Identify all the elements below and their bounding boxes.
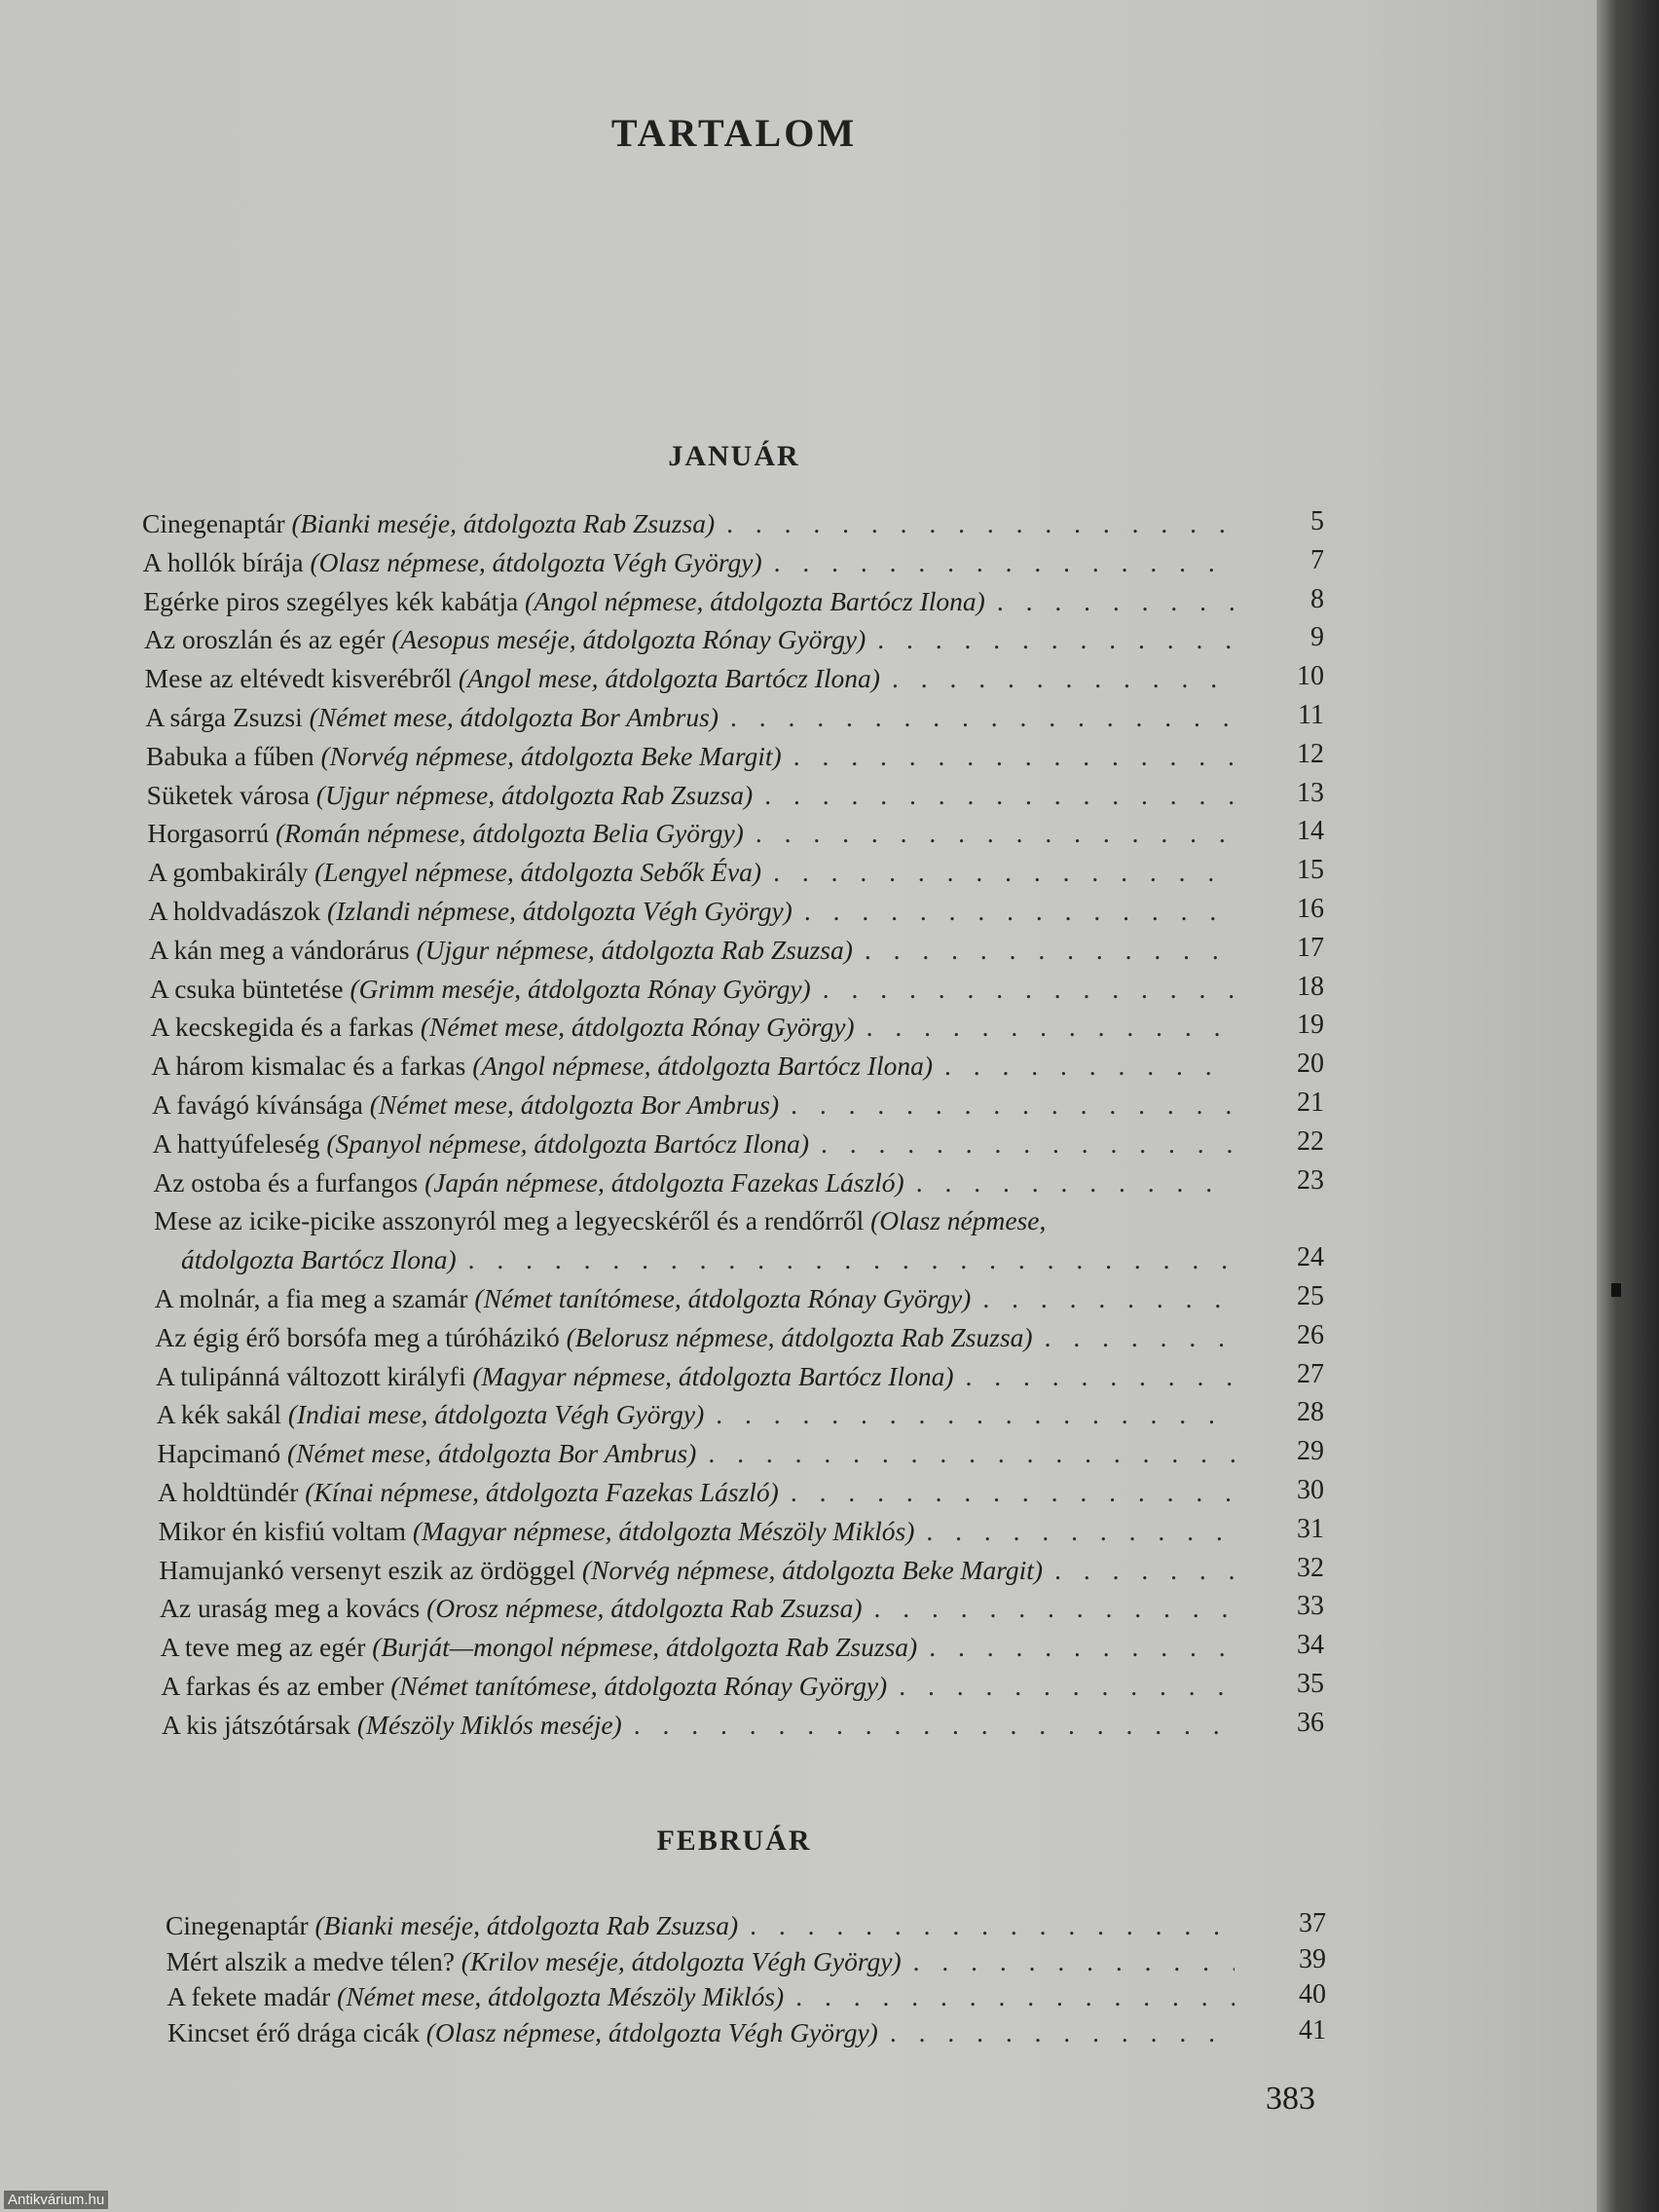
entry-attribution: (Krilov meséje, átdolgozta Végh György) (461, 1945, 902, 1976)
entry-page-number: 24 (1297, 1242, 1324, 1273)
entry-attribution: (Mészöly Miklós meséje) (356, 1709, 622, 1740)
entry-title: A molnár, a fia meg a szamár (154, 1283, 468, 1313)
toc-entry (151, 1051, 1235, 1082)
entry-title: A hattyúfeleség (152, 1127, 320, 1159)
toc-entry (157, 1438, 1235, 1469)
toc-entry (149, 896, 1235, 927)
dot-leader (954, 1361, 1235, 1392)
dot-leader (933, 1051, 1235, 1082)
entry-attribution: (Belorusz népmese, átdolgozta Rab Zsuzsa) (566, 1321, 1033, 1352)
entry-page-number: 40 (1299, 1979, 1326, 2009)
entry-title: Az égig érő borsófa meg a túróházikó (155, 1321, 560, 1352)
entry-page-number: 37 (1299, 1908, 1326, 1938)
dot-leader (457, 1244, 1235, 1275)
toc-entry (143, 586, 1235, 617)
toc-entry (159, 1555, 1235, 1586)
toc-entry (155, 1322, 1235, 1353)
entry-page-number: 26 (1297, 1319, 1324, 1350)
toc-entry (150, 974, 1235, 1005)
entry-title: A gombakirály (148, 857, 309, 888)
entry-attribution: (Burját—mongol népmese, átdolgozta Rab Zsuzsa) (372, 1632, 918, 1663)
entry-title: A teve meg az egér (160, 1632, 366, 1663)
section-title-februar: FEBRUÁR (656, 1825, 812, 1857)
section-title-januar: JANUÁR (668, 440, 800, 472)
entry-page-number: 17 (1297, 932, 1324, 963)
entry-page-number: 33 (1297, 1591, 1324, 1622)
dot-leader (887, 1671, 1235, 1702)
dot-leader (761, 857, 1235, 888)
entry-attribution: (Indiai mese, átdolgozta Végh György) (287, 1399, 705, 1430)
entry-title: Süketek városa (146, 779, 310, 810)
entry-title: A csuka büntetése (150, 973, 344, 1004)
dot-leader (793, 896, 1235, 927)
entry-attribution: (Olasz népmese, (870, 1205, 1047, 1236)
entry-page-number: 9 (1310, 622, 1324, 653)
entry-attribution: (Angol népmese, átdolgozta Bartócz Ilona) (525, 585, 985, 616)
entry-title: Cinegenaptár (142, 508, 285, 538)
entry-title: A hollók bírája (142, 546, 304, 577)
toc-entry (144, 624, 1235, 655)
entry-page-number: 15 (1297, 855, 1324, 886)
toc-entry (149, 935, 1235, 966)
entry-title: A fekete madár (166, 1981, 331, 2011)
toc-entry-continuation (181, 1244, 1235, 1275)
watermark: Antikvárium.hu (4, 2191, 108, 2209)
dot-leader (779, 1477, 1235, 1508)
entry-attribution: (Német mese, átdolgozta Mészöly Miklós) (337, 1981, 785, 2011)
entry-page-number: 11 (1298, 700, 1324, 730)
entry-page-number: 12 (1297, 738, 1324, 769)
entry-page-number: 22 (1297, 1125, 1324, 1157)
toc-entry (156, 1361, 1235, 1392)
toc-entry (151, 1012, 1235, 1043)
dot-leader (902, 1946, 1235, 1977)
entry-title: Az ostoba és a furfangos (153, 1166, 419, 1198)
entry-attribution: (Angol mese, átdolgozta Bartócz Ilona) (458, 663, 880, 694)
dot-leader (782, 741, 1235, 772)
entry-title: Hapcimanó (157, 1438, 281, 1469)
toc-entry (157, 1399, 1235, 1430)
dot-leader (696, 1438, 1235, 1469)
entry-attribution: (Angol népmese, átdolgozta Bartócz Ilona) (472, 1051, 933, 1082)
entry-title: A holdtündér (158, 1477, 299, 1507)
entry-attribution: (Aesopus meséje, átdolgozta Rónay György) (391, 624, 866, 655)
toc-entry (143, 547, 1235, 578)
entry-page-number: 30 (1297, 1475, 1324, 1505)
edge-mark (1611, 1283, 1621, 1297)
dot-leader (917, 1632, 1235, 1663)
dot-leader (863, 1593, 1235, 1624)
dot-leader (622, 1710, 1235, 1741)
toc-entry (145, 702, 1235, 733)
entry-title: Egérke piros szegélyes kék kabátja (143, 585, 519, 616)
entry-page-number: 23 (1297, 1164, 1324, 1196)
dot-leader (904, 1167, 1235, 1198)
entry-page-number: 8 (1310, 583, 1324, 614)
entry-title: Mikor én kisfiú voltam (158, 1515, 407, 1546)
dot-leader (738, 1910, 1235, 1941)
entry-title: Mese az eltévedt kisverébről (144, 663, 453, 694)
entry-title: Cinegenaptár (166, 1910, 309, 1940)
entry-title: A favágó kívánsága (152, 1089, 363, 1120)
toc-entry (162, 1710, 1235, 1741)
entry-title: Az uraság meg a kovács (160, 1593, 421, 1624)
page-edge-shadow (1597, 0, 1659, 2212)
toc-entry (167, 2017, 1235, 2048)
entry-title: Mese az icike-picike asszonyról meg a legyecskéről és a rendőrről (154, 1205, 865, 1236)
entry-page-number: 29 (1297, 1436, 1324, 1467)
entry-title: A farkas és az ember (161, 1671, 385, 1701)
entry-attribution: (Német mese, átdolgozta Bor Ambrus) (369, 1089, 780, 1120)
dot-leader (811, 974, 1235, 1005)
entry-attribution: (Norvég népmese, átdolgozta Beke Margit) (320, 740, 782, 771)
entry-attribution: (Német tanítómese, átdolgozta Rónay György) (474, 1283, 972, 1313)
entry-page-number: 10 (1297, 661, 1324, 692)
dot-leader (880, 663, 1235, 694)
entry-title: Horgasorrú (147, 818, 270, 849)
entry-page-number: 31 (1297, 1513, 1324, 1544)
entry-title: A kán meg a vándorárus (149, 934, 410, 965)
dot-leader (971, 1283, 1235, 1314)
entry-attribution: (Ujgur népmese, átdolgozta Rab Zsuzsa) (315, 779, 754, 810)
entry-attribution: (Ujgur népmese, átdolgozta Rab Zsuzsa) (416, 934, 853, 965)
toc-entry (142, 508, 1235, 539)
toc-entry (166, 1981, 1235, 2012)
entry-title: A sárga Zsuzsi (145, 702, 303, 732)
entry-page-number: 41 (1299, 2014, 1326, 2046)
page-title: TARTALOM (610, 111, 858, 155)
dot-leader (715, 508, 1235, 539)
entry-page-number: 28 (1297, 1397, 1324, 1428)
toc-entry (158, 1477, 1235, 1508)
toc-entry (166, 1910, 1235, 1941)
toc-entry (166, 1946, 1235, 1977)
entry-attribution-continued: átdolgozta Bartócz Ilona) (181, 1244, 457, 1275)
dot-leader (744, 818, 1235, 849)
dot-leader (985, 586, 1235, 617)
entry-page-number: 35 (1297, 1669, 1324, 1699)
dot-leader (1043, 1555, 1235, 1586)
entry-page-number: 13 (1297, 777, 1324, 808)
toc-entry (160, 1593, 1235, 1624)
entry-attribution: (Bianki meséje, átdolgozta Rab Zsuzsa) (291, 508, 716, 538)
dot-leader (784, 1981, 1235, 2012)
entry-page-number: 14 (1297, 816, 1324, 847)
entry-title: A kecskegida és a farkas (150, 1012, 414, 1043)
toc-entry (148, 857, 1235, 888)
entry-title: Az oroszlán és az egér (144, 624, 386, 655)
toc-entry (155, 1283, 1235, 1314)
toc-entry (152, 1089, 1235, 1121)
entry-title: A holdvadászok (148, 896, 321, 926)
dot-leader (866, 624, 1235, 655)
toc-entry (145, 663, 1235, 694)
entry-title: A kis játszótársak (162, 1709, 350, 1740)
dot-leader (853, 935, 1235, 966)
entry-attribution: (Izlandi népmese, átdolgozta Végh György) (326, 896, 793, 926)
dot-leader (1033, 1322, 1235, 1353)
dot-leader (855, 1012, 1235, 1043)
entry-attribution: (Magyar népmese, átdolgozta Bartócz Ilona) (472, 1360, 954, 1391)
entry-attribution: (Orosz népmese, átdolgozta Rab Zsuzsa) (426, 1593, 863, 1624)
entry-attribution: (Japán népmese, átdolgozta Fazekas László) (424, 1166, 904, 1198)
entry-page-number: 18 (1297, 971, 1324, 1002)
entry-title: A tulipánná változott királyfi (156, 1360, 466, 1391)
entry-attribution: (Grimm meséje, átdolgozta Rónay György) (350, 973, 811, 1004)
toc-entry (153, 1167, 1235, 1198)
toc-entry (161, 1671, 1235, 1702)
entry-title: Kincset érő drága cicák (167, 2016, 420, 2047)
entry-attribution: (Német mese, átdolgozta Bor Ambrus) (309, 702, 719, 732)
entry-page-number: 7 (1310, 544, 1324, 575)
dot-leader (762, 547, 1235, 578)
entry-title: Hamujankó versenyt eszik az ördöggel (159, 1554, 575, 1585)
dot-leader (704, 1399, 1235, 1430)
entry-page-number: 20 (1297, 1049, 1324, 1080)
entry-title: A három kismalac és a farkas (151, 1051, 466, 1082)
entry-page-number: 21 (1297, 1088, 1324, 1118)
entry-page-number: 34 (1297, 1630, 1324, 1661)
entry-attribution: (Német tanítómese, átdolgozta Rónay György) (390, 1671, 888, 1701)
toc-entry (146, 741, 1235, 772)
entry-attribution: (Bianki meséje, átdolgozta Rab Zsuzsa) (314, 1910, 739, 1940)
toc-entry (147, 780, 1235, 811)
entry-attribution: (Lengyel népmese, átdolgozta Sebők Éva) (314, 857, 762, 888)
page-number-folio: 383 (1266, 2081, 1315, 2117)
entry-title: Babuka a fűben (146, 740, 314, 771)
toc-entry (154, 1205, 1235, 1236)
entry-attribution: (Német mese, átdolgozta Bor Ambrus) (286, 1438, 697, 1469)
entry-page-number: 5 (1310, 506, 1324, 536)
toc-entry (161, 1632, 1235, 1663)
entry-page-number: 25 (1297, 1281, 1324, 1311)
entry-page-number: 39 (1299, 1943, 1326, 1974)
toc-entry (159, 1516, 1235, 1547)
entry-page-number: 16 (1297, 894, 1324, 924)
entry-title: Mért alszik a medve télen? (166, 1945, 455, 1976)
entry-page-number: 27 (1297, 1358, 1324, 1389)
entry-page-number: 32 (1297, 1552, 1324, 1583)
entry-attribution: (Román népmese, átdolgozta Belia György) (275, 818, 744, 849)
toc-entry (147, 818, 1235, 849)
dot-leader (914, 1516, 1235, 1547)
dot-leader (719, 702, 1235, 733)
entry-attribution: (Kínai népmese, átdolgozta Fazekas László) (305, 1477, 779, 1507)
toc-entry (153, 1128, 1235, 1160)
entry-attribution: (Norvég népmese, átdolgozta Beke Margit) (581, 1554, 1044, 1585)
entry-title: A kék sakál (156, 1399, 281, 1430)
entry-attribution: (Olasz népmese, átdolgozta Végh György) (310, 546, 762, 577)
entry-page-number: 19 (1297, 1010, 1324, 1041)
entry-attribution: (Magyar népmese, átdolgozta Mészöly Miklós) (412, 1515, 915, 1546)
entry-attribution: (Olasz népmese, átdolgozta Végh György) (425, 2016, 878, 2047)
dot-leader (753, 780, 1235, 811)
dot-leader (809, 1128, 1235, 1160)
dot-leader (878, 2017, 1235, 2048)
dot-leader (779, 1089, 1235, 1121)
entry-attribution: (Német mese, átdolgozta Rónay György) (420, 1012, 855, 1043)
entry-attribution: (Spanyol népmese, átdolgozta Bartócz Ilona) (326, 1127, 810, 1159)
entry-page-number: 36 (1297, 1707, 1324, 1738)
